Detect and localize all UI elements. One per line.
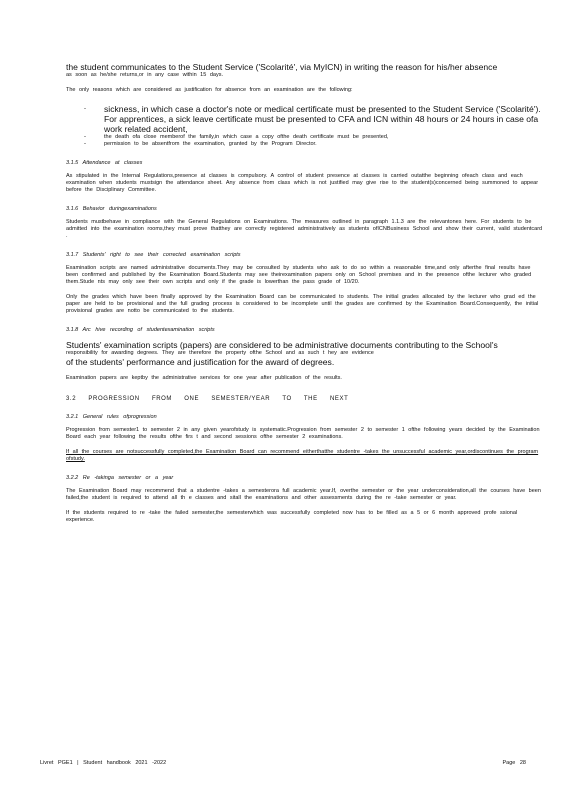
- list-item-permission: - permission to be absentfrom the examination, granted by the Program Director.: [84, 141, 544, 148]
- heading-archive: 3.1.8 Arc hive recording of studentexamination scripts: [66, 327, 215, 333]
- heading-scripts-right: 3.1.7 Students' right to see their corrected examination scripts: [66, 252, 241, 258]
- absence-reasons-list: [84, 104, 544, 148]
- intro-paragraph-small: as soon as he/she returns,or in any case within 15 days.: [66, 72, 223, 78]
- archive-paragraph-small: responsibility for awarding degrees. They are therefore the property ofthe School and as such t hey are evidence: [66, 350, 374, 356]
- underlined-paragraph: If all the courses are notsuccessfully completed,the Examination Board can recommend eitherthatthe studentre -takes the unsuccessful academic year,ordiscontinues the program ofstudy.: [66, 449, 539, 462]
- heading-retake: 3.2.2 Re -takinga semester or a year: [66, 475, 174, 481]
- intro-paragraph-large: the student communicates to the Student Service ('Scolarité', via MyICN) in writing the reason for his/her absence: [66, 62, 498, 72]
- heading-general-rules: 3.2.1 General rules ofprogression: [66, 414, 157, 420]
- retake-required-paragraph: If the students required to re -take the failed semester,the semesterwhich was successfully completed now has to be filled as a 5 or 6 month approved profe ssional experience.: [66, 510, 518, 523]
- retake-paragraph: The Examination Board may recommend that a studentre -takes a semesterora full academic year.If, overthe semester or the year underconsideration,all the courses have been failed,the student is required to attend all th e classes and sitall the examinations and other assessments during the re -take semester or year.: [66, 488, 541, 501]
- page-number: Page 28: [502, 760, 526, 766]
- behavior-paragraph: Students mustbehave in compliance with the General Regulations on Examinations. The measures outlined in paragraph 1.1.3 are the relevantones here. For students to be admitted into the examination rooms,they must prove thatthey are correctly registered administratively as students ofICNBusiness School and show their current, valid studentcard .: [66, 219, 543, 239]
- archive-paragraph-large-1: Students' examination scripts (papers) are considered to be administrative documents contributing to the School's: [66, 340, 498, 350]
- list-item-death: - the death ofa close memberof the family,in which case a copy ofthe death certificate must be presented,: [84, 134, 544, 141]
- document-body: [66, 62, 544, 524]
- list-item-sickness: - sickness, in which case a doctor's note or medical certificate must be presented to the Student Service ('Scolarité'). For apprentices, a sick leave certificate must be presented to CFA and ICN within 48 hours or 24 hours in case ofa work related accident,: [84, 104, 544, 134]
- grades-paragraph: Only the grades which have been finally approved by the Examination Board can be communicated to students. The initial grades allocated by the lecturer who grad ed the paper are held to be provisional and the full grading process is considered to be incomplete until the grades are confirmed by the Examination Board.Consequently, the initial provisional grades are notto be communicated to the students.: [66, 294, 539, 314]
- footer-left: Livret PGE1 | Student handbook 2021 -2022: [40, 760, 167, 766]
- heading-behavior: 3.1.6 Behavior duringexaminations: [66, 206, 157, 212]
- attendance-paragraph: As stipulated in the Internal Regulations,presence at classes is compulsory. A control of student presence at classes is carried outatthe beginning ofeach class and each examination when students mustsign the attendance sheet. Any absence from class which is not justified may give rise to the student(s)concerned being summoned to appear before the Disciplinary Committee.: [66, 173, 539, 193]
- progression-paragraph: Progression from semester1 to semester 2 in any given yearofstudy is systematic.Progression from semester 2 to semester 1 ofthe following years decided by the Examination Board each year following the results ofthe firs t and second sessions ofthe semester 2 examinations.: [66, 427, 540, 440]
- archive-kept-paragraph: Examination papers are keptby the administrative services for one year after publication of the results.: [66, 375, 342, 381]
- section-heading-progression: 3.2 PROGRESSION FROM ONE SEMESTER/YEAR TO THE NEXT: [66, 396, 349, 402]
- heading-attendance: 3.1.5 Attendance at classes: [66, 160, 143, 166]
- absence-reasons-paragraph: The only reasons which are considered as justification for absence from an examination are the following:: [66, 87, 353, 93]
- scripts-paragraph: Examination scripts are named administrative documents.They may be consulted by students who ask to do so within a reasonable time,and only afterthe final results have been confirmed and published by the Examination Board.Students may see theirexamination papers only on School premises and in the presence ofthe lecturer who graded them.Stude nts may only see their own scripts and only if the grade is lowerthan the pass grade of 10/20.: [66, 265, 532, 285]
- archive-paragraph-large-2: of the students' performance and justification for the award of degrees.: [66, 357, 335, 367]
